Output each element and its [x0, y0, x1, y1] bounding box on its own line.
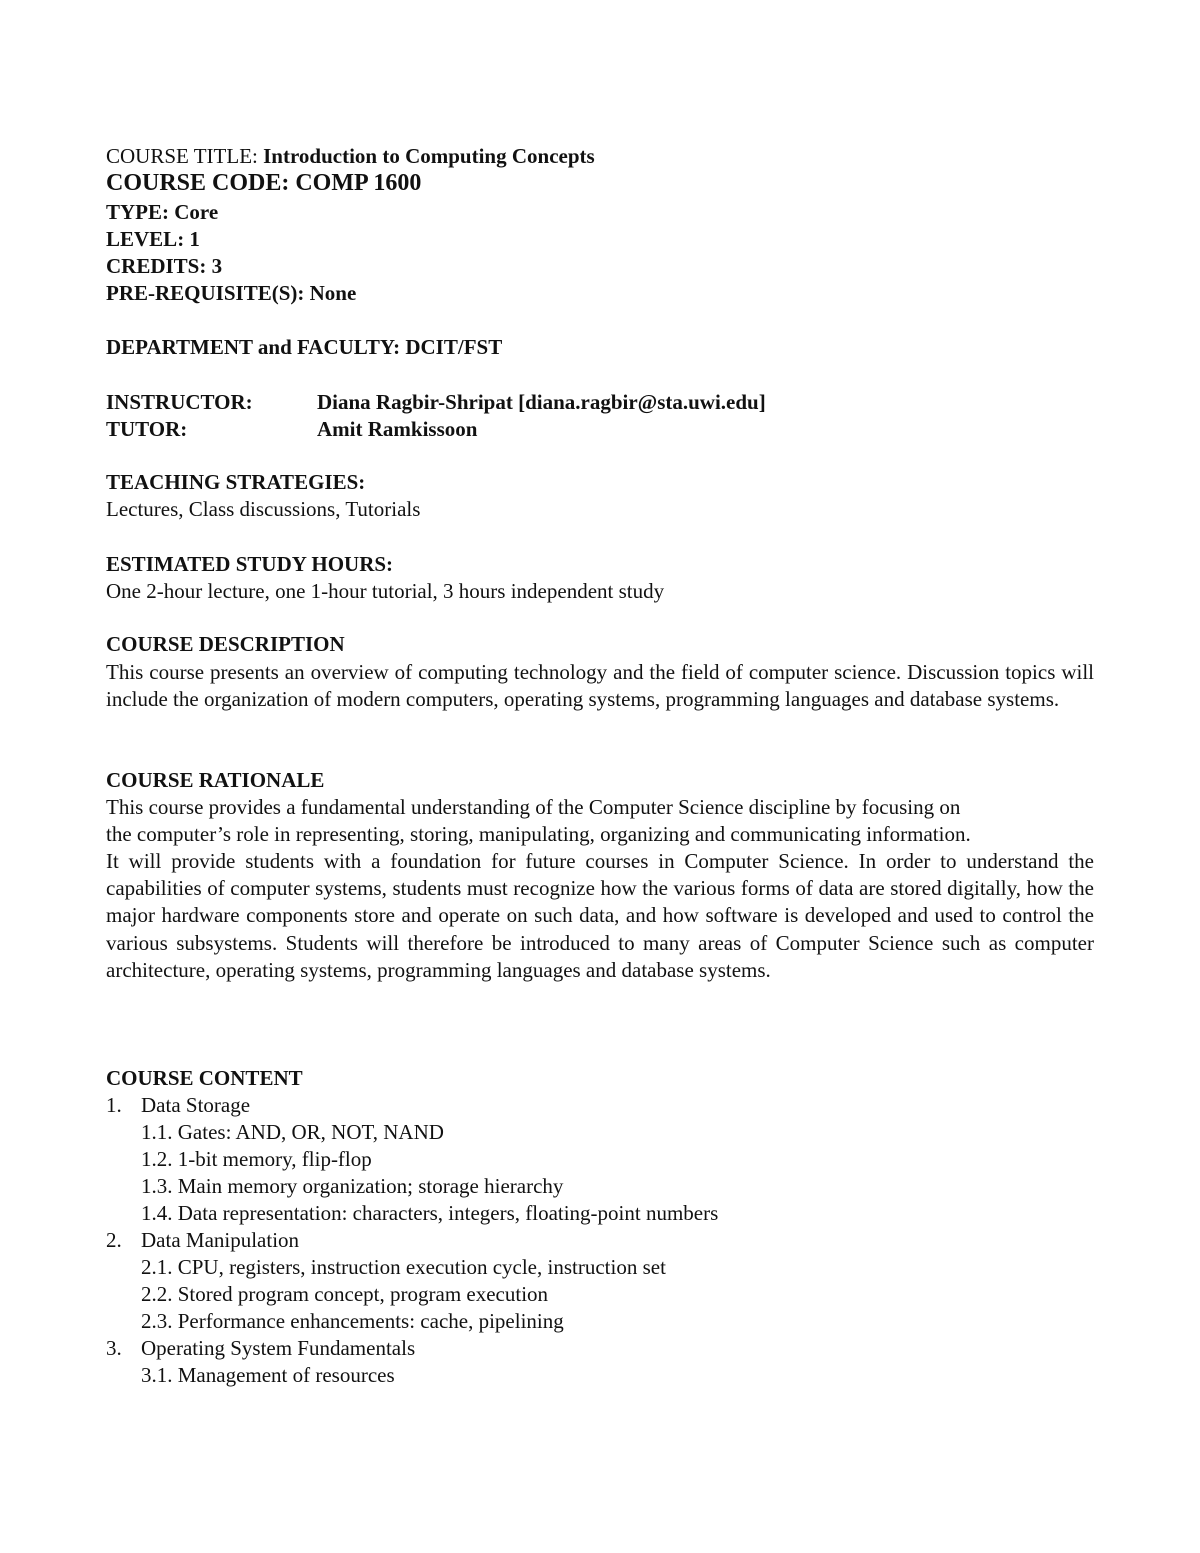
- subtopic-item: 1.2. 1-bit memory, flip-flop: [141, 1147, 372, 1171]
- course-content-heading: COURSE CONTENT: [106, 1066, 303, 1090]
- course-prerequisites: PRE-REQUISITE(S): None: [106, 281, 357, 305]
- topic-number: 1.: [106, 1093, 122, 1117]
- course-type: TYPE: Core: [106, 200, 219, 224]
- subtopic-item: 1.3. Main memory organization; storage hierarchy: [141, 1174, 564, 1198]
- instructor-label: INSTRUCTOR:: [106, 390, 253, 414]
- subtopic-item: 1.1. Gates: AND, OR, NOT, NAND: [141, 1120, 444, 1144]
- teaching-strategies-text: Lectures, Class discussions, Tutorials: [106, 497, 421, 521]
- course-title-label: COURSE TITLE: [106, 144, 253, 168]
- course-title-line: [106, 143, 595, 170]
- department-faculty: DEPARTMENT and FACULTY: DCIT/FST: [106, 335, 503, 359]
- topic-item: [106, 1227, 299, 1254]
- course-rationale-heading: COURSE RATIONALE: [106, 768, 325, 792]
- subtopic-item: 1.4. Data representation: characters, integers, floating-point numbers: [141, 1201, 719, 1225]
- course-rationale-line-2: the computer’s role in representing, storing, manipulating, organizing and communicating information.: [106, 822, 971, 846]
- instructor-value: Diana Ragbir-Shripat [diana.ragbir@sta.uwi.edu]: [317, 390, 766, 414]
- subtopic-item: 2.2. Stored program concept, program execution: [141, 1282, 549, 1306]
- instructor-row: [106, 389, 766, 416]
- study-hours-heading: ESTIMATED STUDY HOURS:: [106, 552, 394, 576]
- topic-item: [106, 1335, 415, 1362]
- topic-item: [106, 1092, 250, 1119]
- subtopic-item: 2.1. CPU, registers, instruction execution cycle, instruction set: [141, 1255, 666, 1279]
- course-credits: CREDITS: 3: [106, 254, 223, 278]
- course-description-text: This course presents an overview of computing technology and the field of computer science. Discussion topics will include the organization of modern computers, operating systems, programming languages and database systems.: [106, 660, 1094, 712]
- subtopic-item: 3.1. Management of resources: [141, 1363, 395, 1387]
- teaching-strategies-heading: TEACHING STRATEGIES:: [106, 470, 366, 494]
- topic-label: Data Storage: [141, 1093, 251, 1117]
- topic-label: Data Manipulation: [141, 1228, 300, 1252]
- course-title-separator: :: [252, 144, 264, 168]
- course-level: LEVEL: 1: [106, 227, 200, 251]
- topic-number: 2.: [106, 1228, 122, 1252]
- topic-number: 3.: [106, 1336, 122, 1360]
- tutor-row: [106, 416, 477, 443]
- tutor-label: TUTOR:: [106, 417, 188, 441]
- subtopic-item: 2.3. Performance enhancements: cache, pipelining: [141, 1309, 564, 1333]
- course-code: COURSE CODE: COMP 1600: [106, 170, 422, 196]
- tutor-value: Amit Ramkissoon: [317, 417, 478, 441]
- course-rationale-line-1: This course provides a fundamental understanding of the Computer Science discipline by focusing on: [106, 795, 961, 819]
- course-rationale-text: It will provide students with a foundation for future courses in Computer Science. In order to understand the capabilities of computer systems, students must recognize how the various forms of data are stored digitally, how the major hardware components store and operate on such data, and how software is developed and used to control the various subsystems. Students will therefore be introduced to many areas of Computer Science such as computer architecture, operating systems, programming languages and database systems.: [106, 849, 1094, 982]
- study-hours-text: One 2-hour lecture, one 1-hour tutorial, 3 hours independent study: [106, 579, 665, 603]
- course-title-value: Introduction to Computing Concepts: [263, 144, 595, 168]
- course-description-heading: COURSE DESCRIPTION: [106, 632, 345, 656]
- topic-label: Operating System Fundamentals: [141, 1336, 416, 1360]
